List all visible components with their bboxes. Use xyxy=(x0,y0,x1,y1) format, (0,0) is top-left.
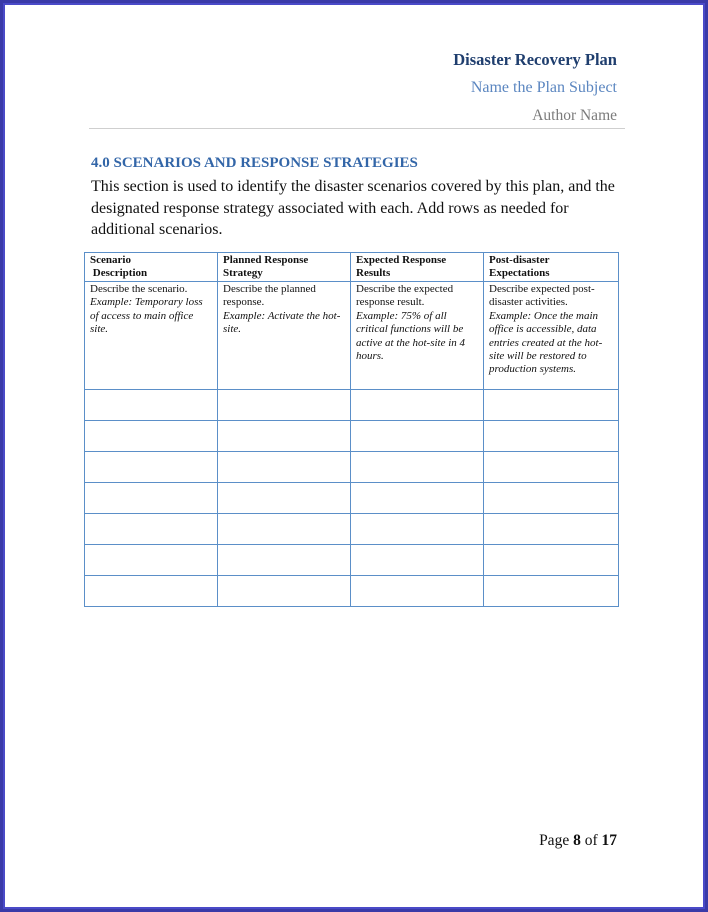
table-cell[interactable] xyxy=(484,282,619,390)
cell-example: Example: Once the main office is accessible, data entries created at the hot-site will be restored to production systems. xyxy=(489,309,603,376)
cell-example: Example: Temporary loss of access to main office site. xyxy=(90,296,203,336)
table-row xyxy=(85,483,619,514)
header-subject: Name the Plan Subject xyxy=(470,79,617,96)
table-cell[interactable] xyxy=(351,576,484,607)
table-cell[interactable] xyxy=(85,514,218,545)
table-row xyxy=(85,390,619,421)
table-cell[interactable] xyxy=(218,421,351,452)
table-cell[interactable] xyxy=(484,452,619,483)
table-cell[interactable] xyxy=(85,576,218,607)
table-cell[interactable] xyxy=(484,390,619,421)
header-divider xyxy=(89,128,625,129)
header-author: Author Name xyxy=(532,107,617,124)
table-cell[interactable] xyxy=(85,545,218,576)
table-cell[interactable] xyxy=(351,421,484,452)
table-cell[interactable] xyxy=(351,452,484,483)
table-cell[interactable] xyxy=(85,421,218,452)
header-cell-post: Post-disaster Expectations xyxy=(484,253,619,282)
header-title: Disaster Recovery Plan xyxy=(453,50,617,69)
table-cell[interactable] xyxy=(218,282,351,390)
header-cell-expected: Expected Response Results xyxy=(351,253,484,282)
table-header-row xyxy=(85,253,619,282)
table-cell[interactable] xyxy=(351,545,484,576)
document-page xyxy=(5,5,703,907)
table-cell[interactable] xyxy=(85,282,218,390)
header-cell-planned: Planned Response Strategy xyxy=(218,253,351,282)
table-cell[interactable] xyxy=(484,576,619,607)
table-row xyxy=(85,545,619,576)
table-row xyxy=(85,452,619,483)
section-heading: 4.0 SCENARIOS AND RESPONSE STRATEGIES xyxy=(91,155,418,171)
table-cell[interactable] xyxy=(484,545,619,576)
table-cell[interactable] xyxy=(218,514,351,545)
cell-instruction: Describe the planned response. xyxy=(223,283,316,309)
table-cell[interactable] xyxy=(351,483,484,514)
table-cell[interactable] xyxy=(351,390,484,421)
scenario-strategy-table xyxy=(84,252,619,607)
table-cell[interactable] xyxy=(218,452,351,483)
cell-example: Example: 75% of all critical functions will be active at the hot-site in 4 hours. xyxy=(356,309,466,363)
cell-instruction: Describe expected post-disaster activities. xyxy=(489,283,595,309)
header-cell-scenario: Scenario Description xyxy=(85,253,218,282)
table-cell[interactable] xyxy=(218,390,351,421)
of-label: of xyxy=(584,832,598,849)
table-cell[interactable] xyxy=(85,390,218,421)
table-cell[interactable] xyxy=(484,421,619,452)
table-cell[interactable] xyxy=(484,483,619,514)
table-cell[interactable] xyxy=(351,282,484,390)
table-cell[interactable] xyxy=(484,514,619,545)
table-cell[interactable] xyxy=(218,576,351,607)
section-intro: This section is used to identify the disaster scenarios covered by this plan, and the designated response strategy associated with each. Add rows as needed for additional scenarios. xyxy=(91,178,615,238)
table-row xyxy=(85,576,619,607)
table-row xyxy=(85,514,619,545)
page-label: Page xyxy=(539,832,570,849)
table-row xyxy=(85,421,619,452)
cell-example: Example: Activate the hot-site. xyxy=(223,309,341,336)
page-current: 8 xyxy=(573,832,581,849)
table-cell[interactable] xyxy=(351,514,484,545)
table-row-sample xyxy=(85,282,619,390)
table-cell[interactable] xyxy=(218,545,351,576)
table-cell[interactable] xyxy=(85,483,218,514)
document-frame xyxy=(3,3,705,909)
cell-instruction: Describe the scenario. xyxy=(90,283,188,295)
page-footer xyxy=(539,832,617,850)
cell-instruction: Describe the expected response result. xyxy=(356,283,454,309)
page-total: 17 xyxy=(601,832,617,849)
table-cell[interactable] xyxy=(218,483,351,514)
table-cell[interactable] xyxy=(85,452,218,483)
